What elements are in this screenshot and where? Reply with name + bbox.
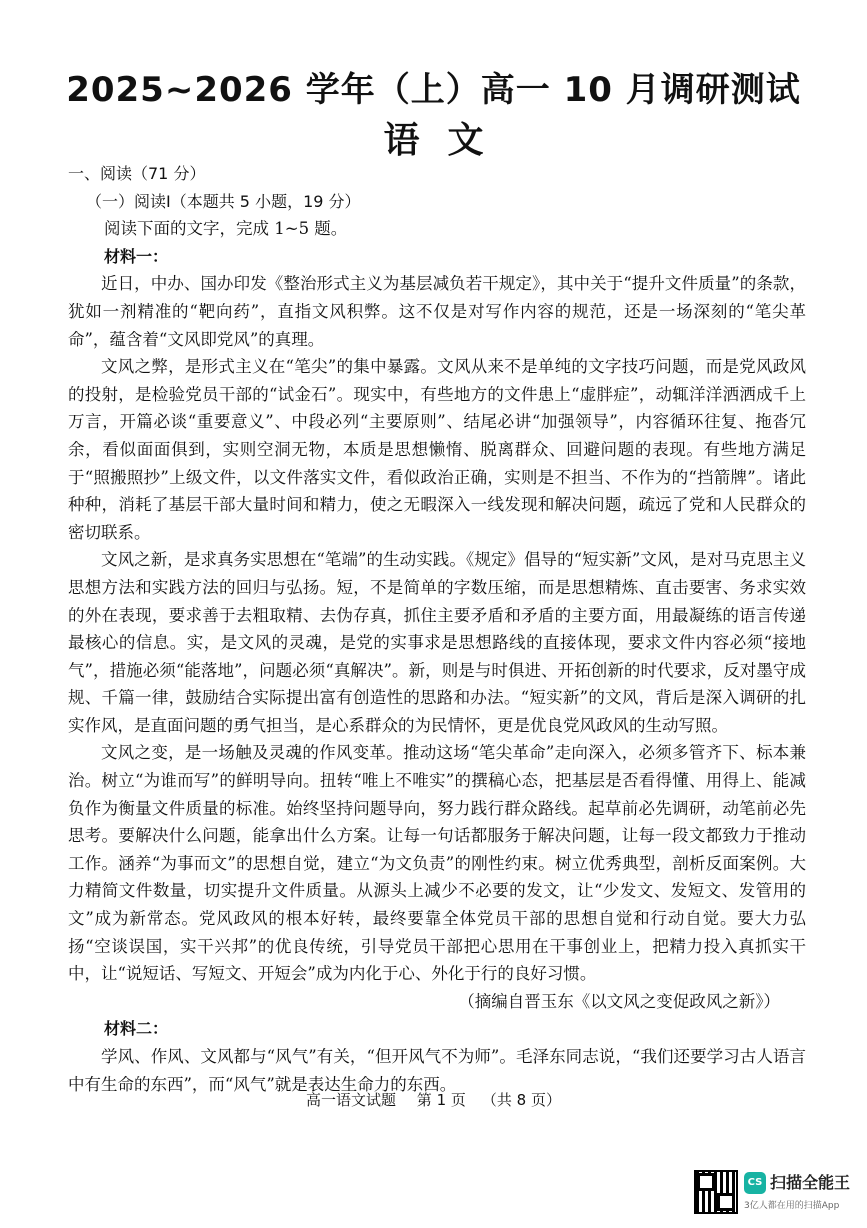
footer-subject: 高一语文试题 <box>306 1091 397 1109</box>
footer-total-pages: （共 8 页） <box>481 1091 561 1109</box>
material-one-paragraph: 近日，中办、国办印发《整治形式主义为基层减负若干规定》，其中关于“提升文件质量”的条款，犹如一剂精准的“靶向药”，直指文风积弊。这不仅是对写作内容的规范，还是一场深刻的“笔尖革命”，蕴含着“文风即党风”的真理。 <box>68 274 806 349</box>
page-footer <box>0 1089 867 1110</box>
material-one-paragraph: 文风之新，是求真务实思想在“笔端”的生动实践。《规定》倡导的“短实新”文风，是对马克思主义思想方法和实践方法的回归与弘扬。短，不是简单的字数压缩，而是思想精炼、直击要害、务求实效的外在表现，要求善于去粗取精、去伪存真，抓住主要矛盾和矛盾的主要方面，用最凝练的语言传递最核心的信息。实，是文风的灵魂，是党的实事求是思想路线的直接体现，要求文件内容必须“接地气”，措施必须“能落地”，问题必须“真解决”。新，则是与时俱进、开拓创新的时代要求，反对墨守成规、千篇一律，鼓励结合实际提出富有创造性的思路和办法。“短实新”的文风，背后是深入调研的扎实作风，是直面问题的勇气担当，是心系群众的为民情怀，更是优良党风政风的生动写照。 <box>68 550 806 735</box>
scanner-brand-name: 扫描全能王 <box>770 1173 851 1192</box>
material-one-label: 材料一： <box>104 246 169 266</box>
material-two-label: 材料二： <box>104 1019 169 1039</box>
footer-page-number: 第 1 页 <box>416 1091 466 1109</box>
scanner-tagline: 3亿人都在用的扫描App <box>744 1201 840 1211</box>
camscanner-logo-icon: CS <box>744 1172 766 1194</box>
qr-code-icon <box>694 1170 738 1214</box>
section-subheading: （一）阅读Ⅰ（本题共 5 小题，19 分） <box>86 191 361 211</box>
instruction: 阅读下面的文字，完成 1~5 题。 <box>104 219 348 239</box>
material-one-paragraph: 文风之弊，是形式主义在“笔尖”的集中暴露。文风从来不是单纯的文字技巧问题，而是党风政风的投射，是检验党员干部的“试金石”。现实中，有些地方的文件患上“虚胖症”，动辄洋洋洒洒成千上万言，开篇必谈“重要意义”、中段必列“主要原则”、结尾必讲“加强领导”，内容循环往复、拖沓冗余，看似面面俱到，实则空洞无物，本质是思想懒惰、脱离群众、回避问题的表现。有些地方满足于“照搬照抄”上级文件，以文件落实文件，看似政治正确，实则是不担当、不作为的“挡箭牌”。诸此种种，消耗了基层干部大量时间和精力，使之无暇深入一线发现和解决问题，疏远了党和人民群众的密切联系。 <box>68 357 806 542</box>
exam-content <box>68 160 806 1098</box>
section-heading: 一、阅读（71 分） <box>68 164 206 183</box>
subject-title: 语文 <box>383 120 512 161</box>
material-one-source: （摘编自晋玉东《以文风之变促政风之新》） <box>458 991 780 1011</box>
exam-title: 2025~2026 学年（上）高一 10 月调研测试 <box>66 70 801 110</box>
material-one-paragraph: 文风之变，是一场触及灵魂的作风变革。推动这场“笔尖革命”走向深入，必须多管齐下、标本兼治。树立“为谁而写”的鲜明导向。扭转“唯上不唯实”的撰稿心态，把基层是否看得懂、用得上、能减负作为衡量文件质量的标准。始终坚持问题导向，努力践行群众路线。起草前必先调研，动笔前必先思考。要解决什么问题，能拿出什么方案。让每一句话都服务于解决问题，让每一段文都致力于推动工作。涵养“为事而文”的思想自觉，建立“为文负责”的刚性约束。树立优秀典型，剖析反面案例。大力精简文件数量，切实提升文件质量。从源头上减少不必要的发文，让“少发文、发短文、发管用的文”成为新常态。党风政风的根本好转，最终要靠全体党员干部的思想自觉和行动自觉。要大力弘扬“空谈误国，实干兴邦”的优良传统，引导党员干部把心思用在干事创业上，把精力投入真抓实干中，让“说短话、写短文、开短会”成为内化于心、外化于行的良好习惯。 <box>68 743 806 984</box>
material-two-paragraph: 学风、作风、文风都与“风气”有关，“但开风气不为师”。毛泽东同志说，“我们还要学习古人语言中有生命的东西”，而“风气”就是表达生命力的东西。 <box>68 1047 806 1094</box>
